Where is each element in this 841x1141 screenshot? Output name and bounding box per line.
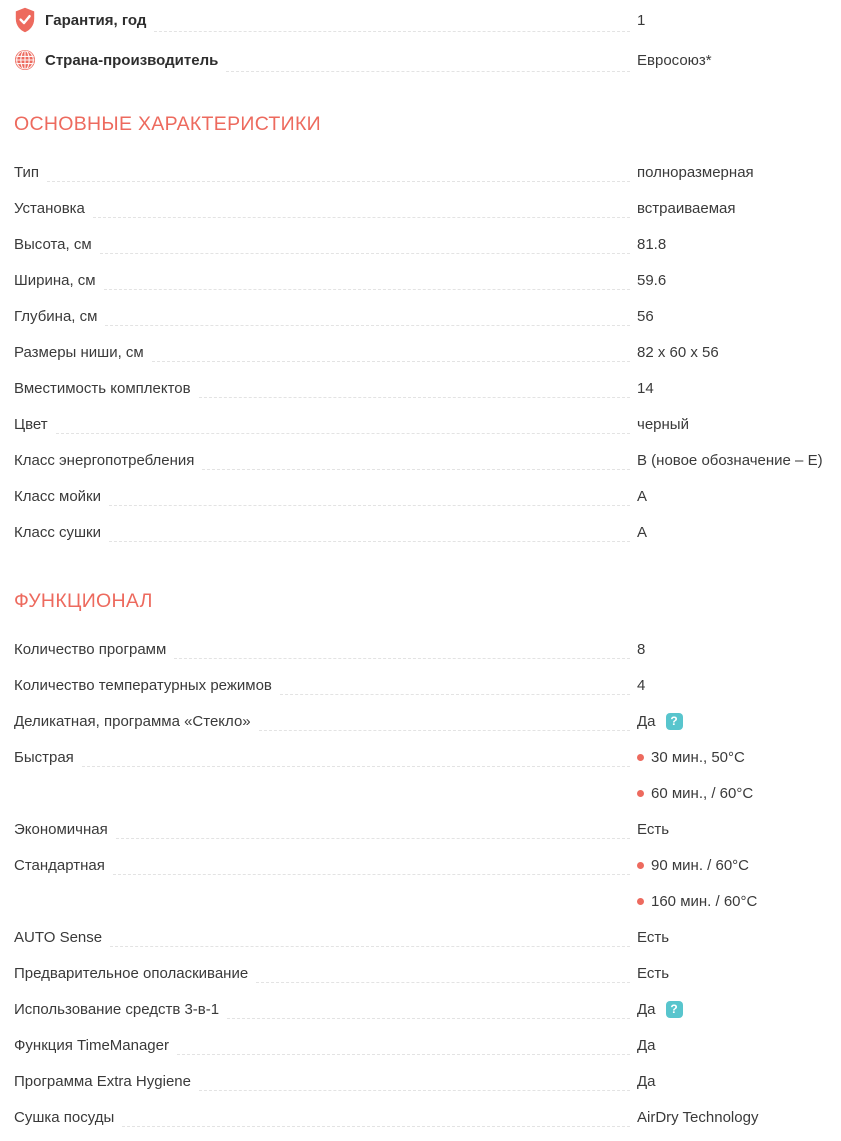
spec-row [14,442,841,478]
spec-value-line [637,1099,841,1135]
spec-value-text: Есть [637,820,670,838]
spec-value [637,226,841,262]
spec-row-left [14,919,637,955]
spec-row [14,955,841,991]
spec-value-text: 81.8 [637,235,667,253]
dotted-leader [152,361,630,362]
highlight-specs [14,0,841,80]
spec-row [14,334,841,370]
spec-value-line [637,298,841,334]
spec-value [637,955,841,991]
spec-value [637,298,841,334]
spec-label: Использование средств 3-в-1 [14,1000,220,1018]
spec-row-left [14,442,637,478]
spec-label: Деликатная, программа «Стекло» [14,712,251,730]
spec-value-text: Есть [637,964,670,982]
spec-label: Стандартная [14,856,105,874]
spec-value [637,42,841,78]
dotted-leader [256,982,630,983]
spec-value-line [637,847,841,883]
spec-row-left [14,262,637,298]
section-title: ОСНОВНЫЕ ХАРАКТЕРИСТИКИ [14,113,321,135]
spec-row [14,847,841,919]
dotted-leader [226,71,630,72]
spec-row-left [14,370,637,406]
spec-value-text: Да [637,1036,656,1054]
dotted-leader [154,31,630,32]
spec-row-left [14,478,637,514]
spec-value [637,703,841,739]
spec-value [637,1099,841,1135]
spec-row [14,226,841,262]
spec-value-line [637,955,841,991]
bullet-icon [637,754,644,761]
spec-label: Экономичная [14,820,108,838]
spec-value-text: B (новое обозначение – E) [637,451,823,469]
spec-value-text: 59.6 [637,271,667,289]
globe-icon [14,49,36,71]
spec-value-line [637,406,841,442]
spec-value [637,739,841,811]
spec-value-line [637,262,841,298]
dotted-leader [93,217,630,218]
dotted-leader [82,766,630,767]
spec-sections [14,114,841,1135]
spec-row-left [14,703,637,739]
spec-value-line [637,775,841,811]
spec-label: Программа Extra Hygiene [14,1072,191,1090]
spec-row [14,1099,841,1135]
spec-label: Предварительное ополаскивание [14,964,249,982]
dotted-leader [177,1054,630,1055]
spec-label: Быстрая [14,748,74,766]
spec-value-text: 14 [637,379,654,397]
spec-value [637,406,841,442]
spec-value [637,262,841,298]
spec-value-text: A [637,487,648,505]
spec-value [637,334,841,370]
spec-row-left [14,739,637,775]
spec-value-line [637,190,841,226]
section-title: ФУНКЦИОНАЛ [14,590,153,612]
spec-label: Вместимость комплектов [14,379,191,397]
spec-label: Сушка посуды [14,1108,115,1126]
spec-value-text: полноразмерная [637,163,754,181]
dotted-leader [100,253,630,254]
dotted-leader [259,730,630,731]
spec-value-text: 1 [637,11,646,29]
spec-row-left [14,1027,637,1063]
spec-row-left [14,631,637,667]
spec-row-left [14,955,637,991]
spec-value-line [637,154,841,190]
spec-row [14,406,841,442]
spec-value-text: Да [637,1000,656,1018]
spec-row-left [14,226,637,262]
spec-label: Класс мойки [14,487,101,505]
spec-value-text: 60 мин., / 60°C [651,784,754,802]
dotted-leader [202,469,630,470]
dotted-leader [110,946,630,947]
spec-row [14,370,841,406]
spec-value-text: 82 x 60 x 56 [637,343,719,361]
spec-value [637,370,841,406]
spec-value-line [637,1063,841,1099]
spec-row-left [14,811,637,847]
spec-value-text: 160 мин. / 60°C [651,892,758,910]
spec-row [14,919,841,955]
spec-value-text: Есть [637,928,670,946]
spec-label: AUTO Sense [14,928,103,946]
spec-value-line [637,991,841,1027]
spec-row [14,703,841,739]
spec-row [14,262,841,298]
dotted-leader [104,289,630,290]
spec-value [637,514,841,550]
spec-value [637,1027,841,1063]
spec-label: Размеры ниши, см [14,343,144,361]
spec-value [637,478,841,514]
spec-value-line [637,442,841,478]
dotted-leader [113,874,630,875]
spec-value [637,991,841,1027]
spec-value-line [637,42,841,78]
spec-label: Установка [14,199,85,217]
bullet-icon [637,790,644,797]
spec-label: Количество программ [14,640,167,658]
dotted-leader [109,505,630,506]
spec-row-left [14,406,637,442]
spec-value-line [637,811,841,847]
spec-value-line [637,703,841,739]
spec-label: Гарантия, год [45,11,147,29]
spec-value [637,442,841,478]
dotted-leader [47,181,630,182]
spec-label: Страна-производитель [45,51,219,69]
spec-row-left [14,1063,637,1099]
spec-value [637,2,841,38]
spec-value-text: 30 мин., 50°C [651,748,745,766]
row-icon-wrap [14,7,36,33]
spec-row [14,811,841,847]
highlight-row [14,40,841,80]
spec-row [14,1063,841,1099]
spec-value-line [637,1027,841,1063]
spec-value [637,919,841,955]
spec-label: Ширина, см [14,271,96,289]
shield-check-icon [14,7,36,33]
spec-row-left [14,847,637,883]
spec-row [14,478,841,514]
spec-value-line [637,739,841,775]
spec-value-line [637,883,841,919]
spec-row-left [14,334,637,370]
spec-row-left [14,1099,637,1135]
spec-value [637,1063,841,1099]
spec-value-line [637,226,841,262]
spec-row-left [14,190,637,226]
dotted-leader [116,838,630,839]
spec-value-text: 56 [637,307,654,325]
spec-label: Высота, см [14,235,92,253]
spec-value [637,667,841,703]
spec-value-text: Евросоюз* [637,51,712,69]
dotted-leader [105,325,630,326]
spec-row-left [14,298,637,334]
spec-label: Тип [14,163,40,181]
spec-value [637,190,841,226]
spec-value-line [637,667,841,703]
dotted-leader [109,541,630,542]
dotted-leader [122,1126,630,1127]
spec-row [14,991,841,1027]
spec-row-left [14,991,637,1027]
spec-value-line [637,370,841,406]
spec-row [14,190,841,226]
spec-label: Количество температурных режимов [14,676,272,694]
spec-label: Глубина, см [14,307,98,325]
spec-value-line [637,2,841,38]
spec-value-text: AirDry Technology [637,1108,759,1126]
bullet-icon [637,898,644,905]
spec-value [637,847,841,919]
spec-value-line [637,631,841,667]
bullet-icon [637,862,644,869]
spec-value [637,631,841,667]
dotted-leader [280,694,630,695]
spec-row [14,631,841,667]
spec-label: Класс сушки [14,523,101,541]
spec-row-left [14,154,637,190]
help-icon[interactable]: ? [666,713,683,730]
spec-row [14,298,841,334]
spec-value-text: Да [637,1072,656,1090]
spec-value-text: 8 [637,640,646,658]
row-icon-wrap [14,47,36,73]
dotted-leader [227,1018,630,1019]
spec-row [14,514,841,550]
spec-value-line [637,478,841,514]
spec-label: Функция TimeManager [14,1036,169,1054]
spec-value-text: 4 [637,676,646,694]
spec-row [14,154,841,190]
spec-value-line [637,514,841,550]
spec-value-text: 90 мин. / 60°C [651,856,750,874]
spec-row-left [14,667,637,703]
help-icon[interactable]: ? [666,1001,683,1018]
highlight-row [14,0,841,40]
spec-value [637,811,841,847]
spec-label: Класс энергопотребления [14,451,195,469]
spec-value [637,154,841,190]
spec-value-text: встраиваемая [637,199,736,217]
spec-row [14,1027,841,1063]
spec-row-left [14,514,637,550]
dotted-leader [174,658,630,659]
spec-value-text: A [637,523,648,541]
spec-value-text: черный [637,415,689,433]
dotted-leader [199,397,630,398]
spec-value-line [637,919,841,955]
spec-value-text: Да [637,712,656,730]
spec-label: Цвет [14,415,48,433]
spec-row [14,739,841,811]
spec-value-line [637,334,841,370]
spec-row [14,667,841,703]
dotted-leader [56,433,630,434]
dotted-leader [199,1090,630,1091]
